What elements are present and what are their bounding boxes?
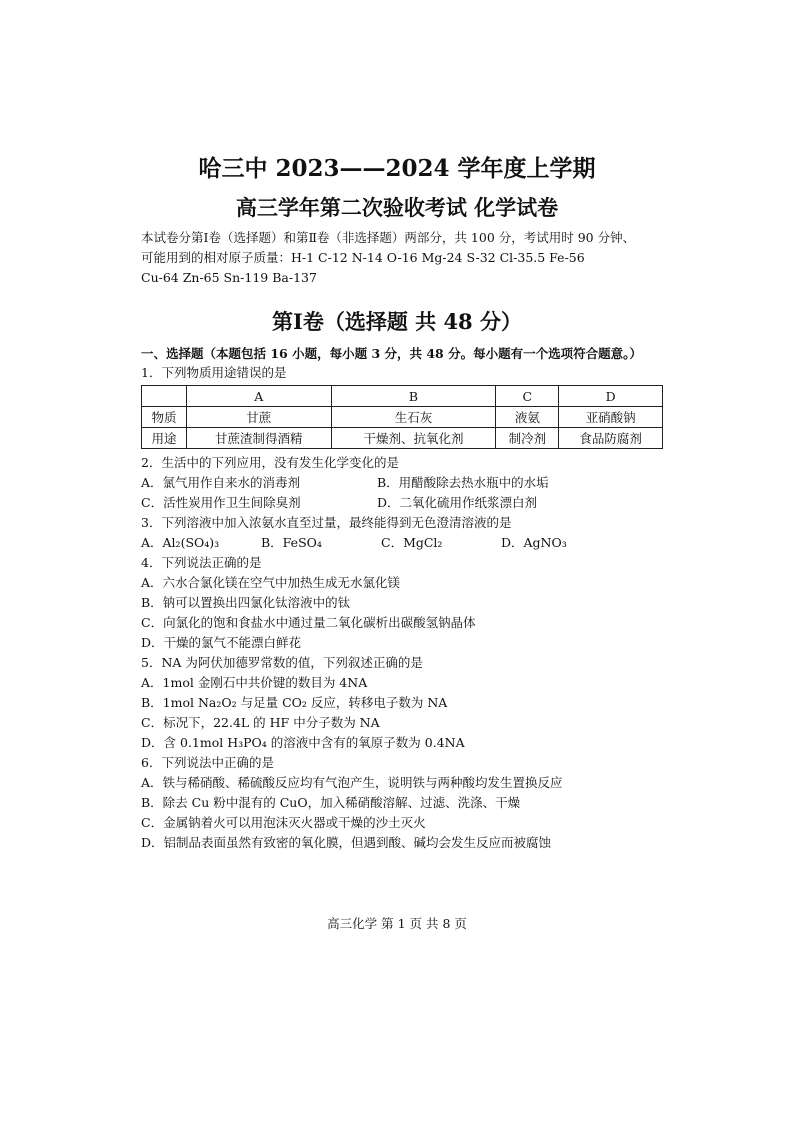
question-stem: 1．下列物质用途错误的是 (141, 365, 287, 380)
option-a: A．氯气用作自来水的消毒剂 (141, 475, 301, 490)
question-stem: 3．下列溶液中加入浓氨水直至过量，最终能得到无色澄清溶液的是 (141, 515, 512, 530)
question-table (141, 385, 663, 449)
option-b: B．1mol Na₂O₂ 与足量 CO₂ 反应，转移电子数为 NA (141, 695, 448, 710)
table-cell: 干燥剂、抗氧化剂 (331, 428, 496, 449)
option-d: D．干燥的氯气不能漂白鲜花 (141, 635, 302, 650)
option-b: B．除去 Cu 粉中混有的 CuO，加入稀硝酸溶解、过滤、洗涤、干燥 (141, 795, 521, 810)
option-row (141, 493, 671, 513)
option-a: A．1mol 金刚石中共价键的数目为 4NA (141, 675, 368, 690)
table-cell (142, 386, 187, 407)
question-stem: 2．生活中的下列应用，没有发生化学变化的是 (141, 455, 399, 470)
atomic-mass-line: 可能用到的相对原子质量：H-1 C-12 N-14 O-16 Mg-24 S-32 Cl-35.5 Fe-56 (141, 250, 585, 265)
option-a: A．Al₂(SO₄)₃ (141, 535, 220, 550)
option-c: C．向氯化的饱和食盐水中通过量二氧化碳析出碳酸氢钠晶体 (141, 615, 476, 630)
question-stem: 5．NA 为阿伏加德罗常数的值，下列叙述正确的是 (141, 655, 423, 670)
table-cell: 生石灰 (331, 407, 496, 428)
table-row-label: 物质 (142, 407, 187, 428)
option-row (141, 473, 671, 493)
option-c: C．金属钠着火可以用泡沫灭火器或干燥的沙土灭火 (141, 815, 426, 830)
table-row (142, 407, 663, 428)
option-d: D．二氧化硫用作纸浆漂白剂 (377, 495, 538, 510)
section-description: 一、选择题（本题包括 16 小题，每小题 3 分，共 48 分。每小题有一个选项符合题意。） (141, 346, 642, 361)
table-header-cell: C (496, 386, 559, 407)
page-footer: 高三化学 第 1 页 共 8 页 (327, 916, 467, 931)
table-row (142, 428, 663, 449)
exam-instructions (141, 228, 661, 288)
option-d: D．AgNO₃ (501, 535, 567, 550)
option-c: C．标况下，22.4L 的 HF 中分子数为 NA (141, 715, 380, 730)
table-header-row (142, 386, 663, 407)
option-d: D．含 0.1mol H₃PO₄ 的溶液中含有的氧原子数为 0.4NA (141, 735, 465, 750)
table-cell: 食品防腐剂 (559, 428, 663, 449)
section-title: 第Ⅰ卷（选择题 共 48 分） (272, 309, 522, 334)
option-c: C．活性炭用作卫生间除臭剂 (141, 495, 301, 510)
option-row (141, 533, 671, 553)
table-row-label: 用途 (142, 428, 187, 449)
instruction-line: 本试卷分第Ⅰ卷（选择题）和第Ⅱ卷（非选择题）两部分，共 100 分，考试用时 90 分钟、 (141, 230, 636, 245)
table-header-cell: A (187, 386, 332, 407)
table-cell: 亚硝酸钠 (559, 407, 663, 428)
question-stem: 6．下列说法中正确的是 (141, 755, 274, 770)
option-b: B．FeSO₄ (261, 535, 322, 550)
option-b: B．用醋酸除去热水瓶中的水垢 (377, 475, 549, 490)
table-header-cell: D (559, 386, 663, 407)
questions (141, 363, 671, 853)
option-c: C．MgCl₂ (381, 535, 443, 550)
question-stem: 4．下列说法正确的是 (141, 555, 262, 570)
exam-subtitle: 高三学年第二次验收考试 化学试卷 (235, 195, 559, 220)
option-a: A．六水合氯化镁在空气中加热生成无水氯化镁 (141, 575, 401, 590)
option-b: B．钠可以置换出四氯化钛溶液中的钛 (141, 595, 351, 610)
table-header-cell: B (331, 386, 496, 407)
option-a: A．铁与稀硝酸、稀硫酸反应均有气泡产生，说明铁与两种酸均发生置换反应 (141, 775, 563, 790)
atomic-mass-line: Cu-64 Zn-65 Sn-119 Ba-137 (141, 270, 317, 285)
table-cell: 甘蔗渣制得酒精 (187, 428, 332, 449)
table-cell: 液氨 (496, 407, 559, 428)
table-cell: 制冷剂 (496, 428, 559, 449)
table-cell: 甘蔗 (187, 407, 332, 428)
exam-title: 哈三中 2023——2024 学年度上学期 (198, 155, 596, 182)
option-d: D．铝制品表面虽然有致密的氧化膜，但遇到酸、碱均会发生反应而被腐蚀 (141, 835, 552, 850)
